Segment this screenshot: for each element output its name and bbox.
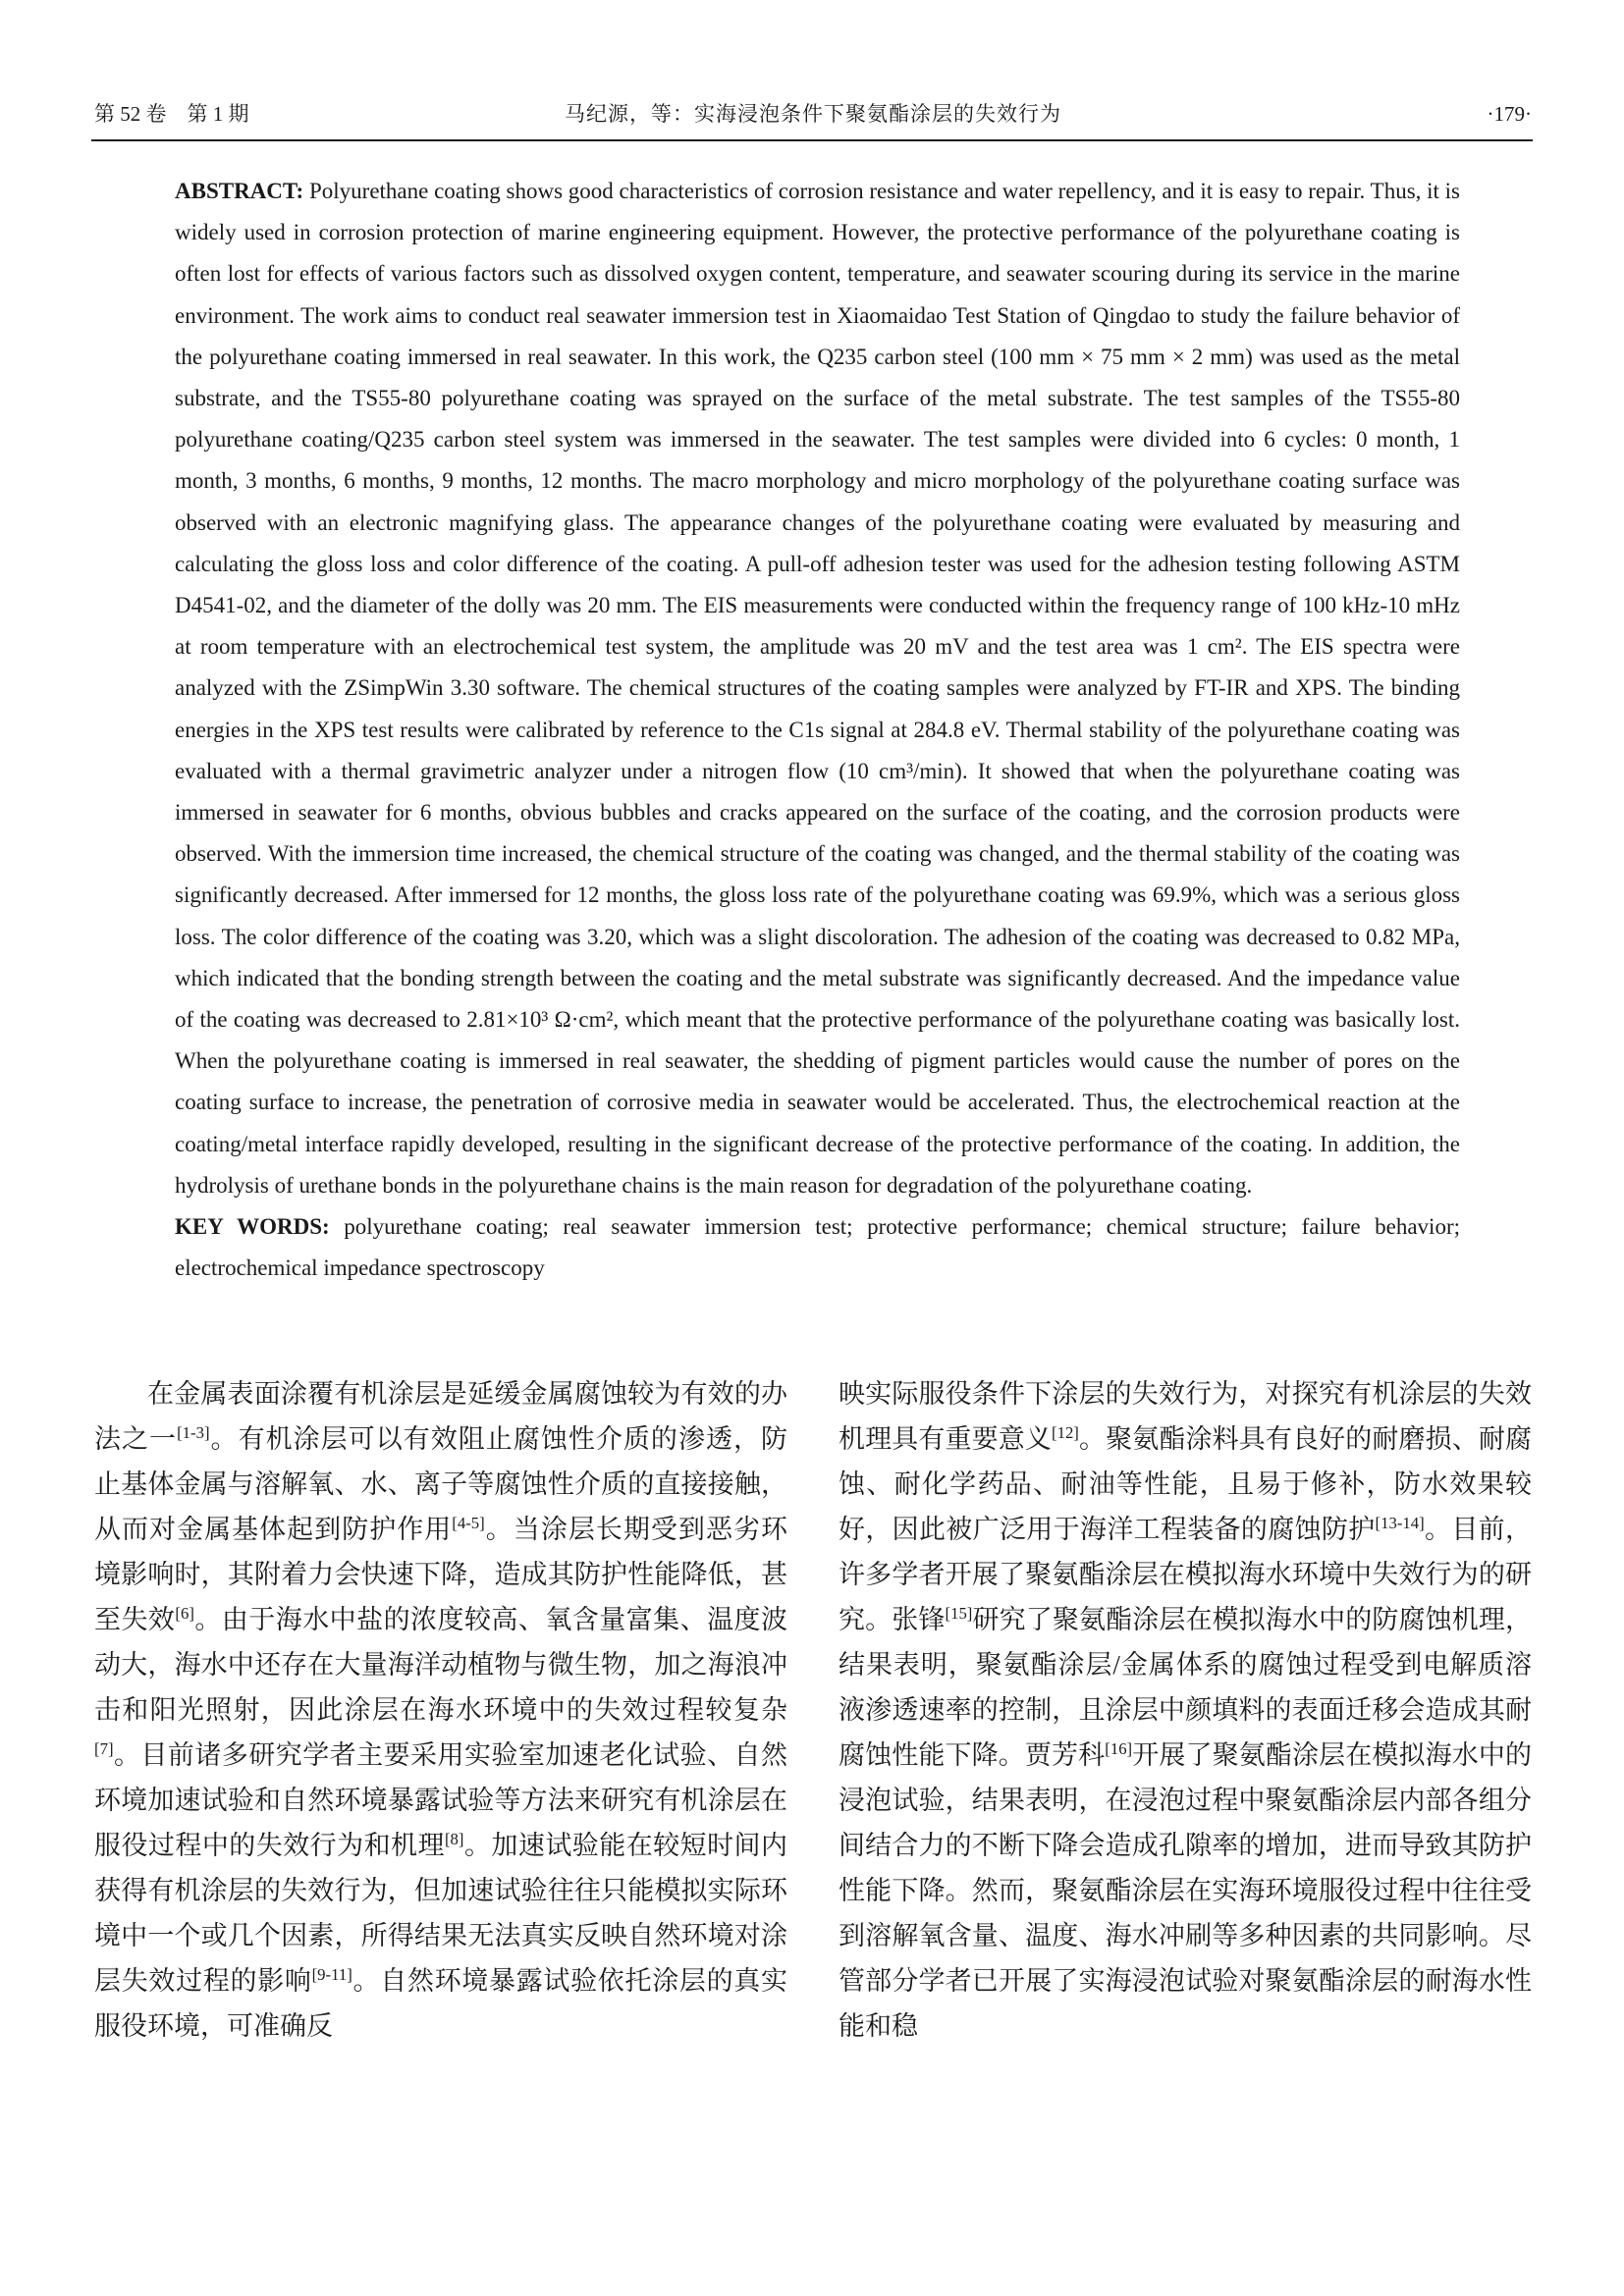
abstract-label: ABSTRACT: (175, 179, 304, 203)
keywords-label: KEY WORDS: (175, 1214, 330, 1240)
keywords-paragraph (175, 1206, 1460, 1289)
header-divider (91, 139, 1533, 141)
right-column (839, 1371, 1532, 2049)
body-text-right: 映实际服役条件下涂层的失效行为，对探究有机涂层的失效机理具有重要意义[12]。聚氨酯涂料具有良好的耐磨损、耐腐蚀、耐化学药品、耐油等性能，且易于修补，防水效果较好，因此被广泛用于海洋工程装备的腐蚀防护[13-14]。目前，许多学者开展了聚氨酯涂层在模拟海水环境中失效行为的研究。张锋[15]研究了聚氨酯涂层在模拟海水中的防腐蚀机理，结果表明，聚氨酯涂层/金属体系的腐蚀过程受到电解质溶液渗透速率的控制，且涂层中颜填料的表面迁移会造成其耐腐蚀性能下降。贾芳科[16]开展了聚氨酯涂层在模拟海水中的浸泡试验，结果表明，在浸泡过程中聚氨酯涂层内部各组分间结合力的不断下降会造成孔隙率的增加，进而导致其防护性能下降。然而，聚氨酯涂层在实海环境服役过程中往往受到溶解氧含量、温度、海水冲刷等多种因素的共同影响。尽管部分学者已开展了实海浸泡试验对聚氨酯涂层的耐海水性能和稳 (839, 1379, 1533, 2042)
header-page-number: ·179· (1487, 102, 1532, 126)
abstract-paragraph (175, 171, 1460, 1206)
abstract-text: Polyurethane coating shows good characteristics of corrosion resistance and water repellency, and it is easy to repair. Thus, it is widely used in corrosion protection of marine engineering equipment. However, the protective performance of the polyurethane coating is often lost for effects of various factors such as dissolved oxygen content, temperature, and seawater scouring during its service in the marine environment. The work aims to conduct real seawater immersion test in Xiaomaidao Test Station of Qingdao to study the failure behavior of the polyurethane coating immersed in real seawater. In this work, the Q235 carbon steel (100 mm × 75 mm × 2 mm) was used as the metal substrate, and the TS55-80 polyurethane coating was sprayed on the surface of the metal substrate. The test samples of the TS55-80 polyurethane coating/Q235 carbon steel system was immersed in the seawater. The test samples were divided into 6 cycles: 0 month, 1 month, 3 months, 6 months, 9 months, 12 months. The macro morphology and micro morphology of the polyurethane coating surface was observed with an electronic magnifying glass. The appearance changes of the polyurethane coating were evaluated by measuring and calculating the gloss loss and color difference of the coating. A pull-off adhesion tester was used for the adhesion testing following ASTM D4541-02, and the diameter of the dolly was 20 mm. The EIS measurements were conducted within the frequency range of 100 kHz-10 mHz at room temperature with an electrochemical test system, the amplitude was 20 mV and the test area was 1 cm². The EIS spectra were analyzed with the ZSimpWin 3.30 software. The chemical structures of the coating samples were analyzed by FT-IR and XPS. The binding energies in the XPS test results were calibrated by reference to the C1s signal at 284.8 eV. Thermal stability of the polyurethane coating was evaluated with a thermal gravimetric analyzer under a nitrogen flow (10 cm³/min). It showed that when the polyurethane coating was immersed in seawater for 6 months, obvious bubbles and cracks appeared on the surface of the coating, and the corrosion products were observed. With the immersion time increased, the chemical structure of the coating was changed, and the thermal stability of the coating was significantly decreased. After immersed for 12 months, the gloss loss rate of the polyurethane coating was 69.9%, which was a serious gloss loss. The color difference of the coating was 3.20, which was a slight discoloration. The adhesion of the coating was decreased to 0.82 MPa, which indicated that the bonding strength between the coating and the metal substrate was significantly decreased. And the impedance value of the coating was decreased to 2.81×10³ Ω·cm², which meant that the protective performance of the polyurethane coating was basically lost. When the polyurethane coating is immersed in real seawater, the shedding of pigment particles would cause the number of pores on the coating surface to increase, the penetration of corrosive media in seawater would be accelerated. Thus, the electrochemical reaction at the coating/metal interface rapidly developed, resulting in the significant decrease of the protective performance of the coating. In addition, the hydrolysis of urethane bonds in the polyurethane chains is the main reason for degradation of the polyurethane coating. (175, 179, 1461, 1198)
left-column (94, 1371, 787, 2049)
header-volume-issue: 第 52 卷 第 1 期 (94, 102, 249, 126)
keywords-text: polyurethane coating; real seawater immersion test; protective performance; chemical structure; failure behavior; electrochemical impedance spectroscopy (175, 1214, 1460, 1281)
abstract-section (175, 171, 1460, 1289)
header-running-title: 马纪源，等：实海浸泡条件下聚氨酯涂层的失效行为 (565, 102, 1061, 126)
body-text-left: 在金属表面涂覆有机涂层是延缓金属腐蚀较为有效的办法之一[1-3]。有机涂层可以有效阻止腐蚀性介质的渗透，防止基体金属与溶解氧、水、离子等腐蚀性介质的直接接触，从而对金属基体起到防护作用[4-5]。当涂层长期受到恶劣环境影响时，其附着力会快速下降，造成其防护性能降低，甚至失效[6]。由于海水中盐的浓度较高、氧含量富集、温度波动大，海水中还存在大量海洋动植物与微生物，加之海浪冲击和阳光照射，因此涂层在海水环境中的失效过程较复杂[7]。目前诸多研究学者主要采用实验室加速老化试验、自然环境加速试验和自然环境暴露试验等方法来研究有机涂层在服役过程中的失效行为和机理[8]。加速试验能在较短时间内获得有机涂层的失效行为，但加速试验往往只能模拟实际环境中一个或几个因素，所得结果无法真实反映自然环境对涂层失效过程的影响[9-11]。自然环境暴露试验依托涂层的真实服役环境，可准确反 (94, 1379, 788, 2042)
page-header (0, 0, 1624, 128)
article-body (0, 1289, 1624, 2049)
